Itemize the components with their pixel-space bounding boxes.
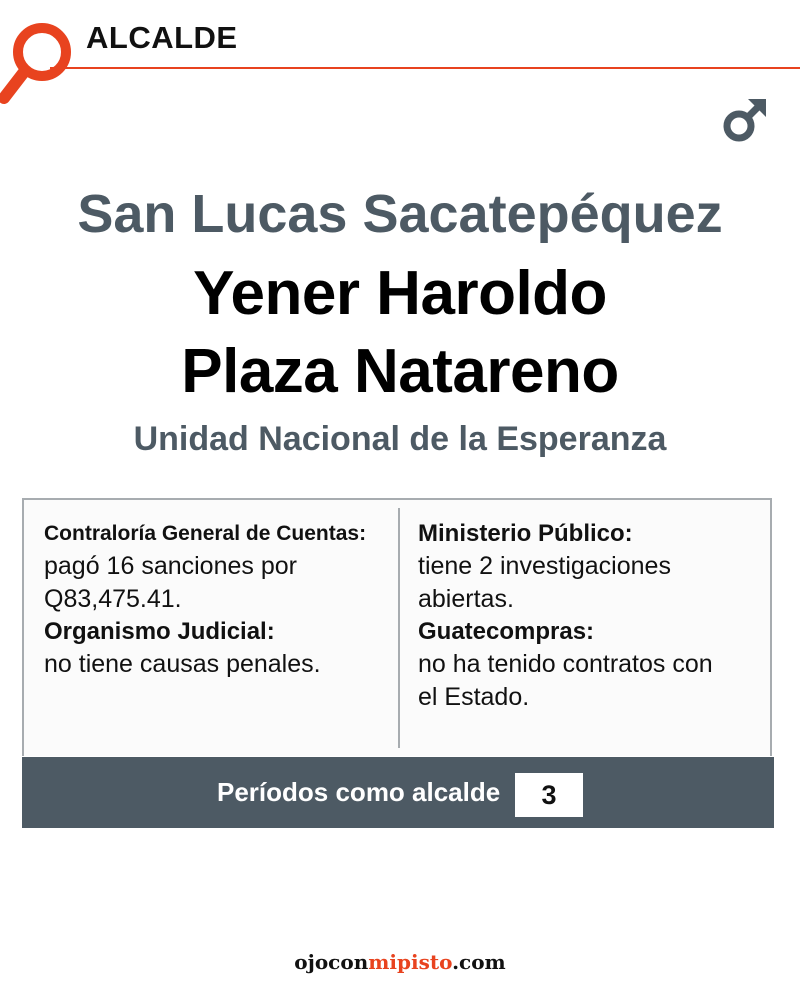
section-title: ALCALDE (86, 20, 238, 55)
header-rule (50, 67, 800, 69)
site-credit-part-2: mipisto (368, 950, 453, 974)
records-right-column (418, 518, 758, 714)
party-name: Unidad Nacional de la Esperanza (133, 420, 667, 458)
ministerio-publico-value-line-1: tiene 2 investigaciones (418, 552, 671, 580)
site-credit[interactable] (0, 950, 800, 974)
contraloria-label: Contraloría General de Cuentas: (44, 522, 367, 545)
periods-label: Períodos como alcalde (217, 777, 501, 807)
municipality-name: San Lucas Sacatepéquez (77, 184, 723, 244)
periods-count: 3 (515, 773, 583, 817)
records-left-column (44, 518, 389, 681)
organismo-judicial-value: no tiene causas penales. (44, 650, 321, 678)
periods-bar (22, 757, 774, 828)
contraloria-value-line-2: Q83,475.41. (44, 585, 182, 613)
magnifier-icon (0, 10, 80, 105)
candidate-name-first: Yener Haroldo (193, 259, 607, 328)
organismo-judicial-label: Organismo Judicial: (44, 618, 275, 645)
contraloria-value-line-1: pagó 16 sanciones por (44, 552, 297, 580)
guatecompras-value-line-1: no ha tenido contratos con (418, 650, 713, 678)
site-credit-part-3: .com (452, 950, 506, 974)
candidate-name-last: Plaza Natareno (181, 337, 619, 406)
ministerio-publico-value-line-2: abiertas. (418, 585, 514, 613)
records-panel (22, 498, 772, 756)
site-credit-part-1: ojocon (294, 950, 369, 974)
guatecompras-label: Guatecompras: (418, 618, 595, 645)
header (0, 0, 800, 100)
column-divider (398, 508, 400, 748)
ministerio-publico-label: Ministerio Público: (418, 520, 633, 547)
guatecompras-value-line-2: el Estado. (418, 683, 530, 711)
male-symbol-icon (720, 95, 770, 145)
